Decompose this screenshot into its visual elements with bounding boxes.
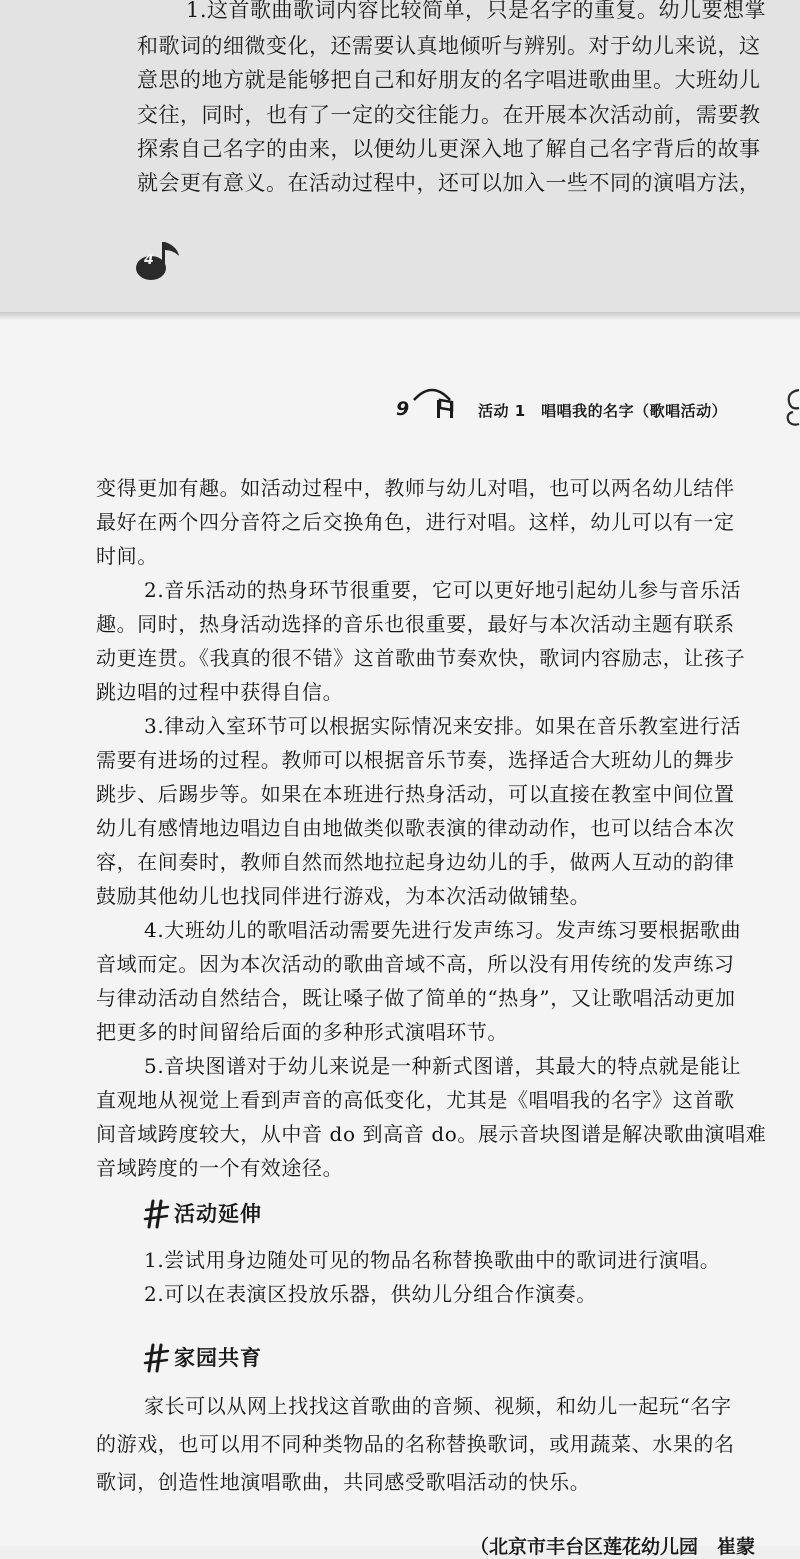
prev-text-line: 就会更有意义。在活动过程中，还可以加入一些不同的演唱方法，: [137, 171, 761, 195]
body-text-line: 直观地从视觉上看到声音的高低变化，尤其是《唱唱我的名字》这首歌: [96, 1088, 735, 1112]
current-page: [0, 320, 800, 1558]
body-text-line: 3.律动入室环节可以根据实际情况来安排。如果在音乐教室进行活: [144, 714, 742, 738]
author-credit: （北京市丰台区莲花幼儿园 崔蒙: [470, 1536, 756, 1558]
body-text-line: 动更连贯。《我真的很不错》这首歌曲节奏欢快，歌词内容励志，让孩子: [96, 646, 746, 670]
body-text-line: 幼儿有感情地边唱边自由地做类似歌表演的律动动作，也可以结合本次: [96, 816, 735, 840]
prev-text-line: 探索自己名字的由来，以便幼儿更深入地了解自己名字背后的故事: [137, 137, 761, 161]
corner-ornament-icon: [783, 384, 800, 428]
body-text-line: 歌词，创造性地演唱歌曲，共同感受歌唱活动的快乐。: [96, 1470, 591, 1494]
body-text-line: 家长可以从网上找找这首歌曲的音频、视频，和幼儿一起玩“名字: [144, 1394, 732, 1418]
hash-mark-icon: [144, 1198, 170, 1230]
body-text-line: 需要有进场的过程。教师可以根据音乐节奏，选择适合大班幼儿的舞步: [96, 748, 735, 772]
flag-note-icon: [434, 398, 456, 420]
body-text-line: 音域而定。因为本次活动的歌曲音域不高，所以没有用传统的发声练习: [96, 952, 735, 976]
body-text-line: 最好在两个四分音符之后交换角色，进行对唱。这样，幼儿可以有一定: [96, 510, 735, 534]
body-text-line: 时间。: [96, 544, 158, 568]
body-text-line: 与律动活动自然结合，既让嗓子做了简单的“热身”，又让歌唱活动更加: [96, 986, 736, 1010]
extension-item: 2.可以在表演区投放乐器，供幼儿分组合作演奏。: [144, 1282, 597, 1306]
prev-text-line: 意思的地方就是能够把自己和好朋友的名字唱进歌曲里。大班幼儿: [137, 68, 761, 92]
hash-mark-icon: [144, 1342, 170, 1374]
section-title: 活动延伸: [174, 1202, 262, 1226]
body-text-line: 2.音乐活动的热身环节很重要，它可以更好地引起幼儿参与音乐活: [144, 578, 742, 602]
body-text-line: 5.音块图谱对于幼儿来说是一种新式图谱，其最大的特点就是能让: [144, 1054, 742, 1078]
body-text-line: 趣。同时，热身活动选择的音乐也很重要，最好与本次活动主题有联系: [96, 612, 735, 636]
prev-text-line: 1.这首歌曲歌词内容比较简单，只是名字的重复。幼儿要想掌: [186, 0, 767, 22]
body-text-line: 音域跨度的一个有效途径。: [96, 1156, 344, 1180]
body-text-line: 间音域跨度较大，从中音 do 到高音 do。展示音块图谱是解决歌曲演唱难: [96, 1122, 767, 1146]
body-text-line: 跳边唱的过程中获得自信。: [96, 680, 344, 704]
body-text-line: 鼓励其他幼儿也找同伴进行游戏，为本次活动做铺垫。: [96, 884, 591, 908]
section-title: 家园共育: [174, 1346, 262, 1370]
header-title: 活动 1 唱唱我的名字（歌唱活动）: [478, 402, 728, 420]
prev-text-line: 和歌词的细微变化，还需要认真地倾听与辨别。对于幼儿来说，这: [137, 34, 761, 58]
prev-page-number: 4: [144, 252, 154, 268]
page-gutter: [0, 312, 800, 320]
body-text-line: 把更多的时间留给后面的多种形式演唱环节。: [96, 1020, 508, 1044]
extension-item: 1.尝试用身边随处可见的物品名称替换歌曲中的歌词进行演唱。: [144, 1248, 721, 1272]
body-text-line: 4.大班幼儿的歌唱活动需要先进行发声练习。发声练习要根据歌曲: [144, 918, 742, 942]
body-text-line: 变得更加有趣。如活动过程中，教师与幼儿对唱，也可以两名幼儿结伴: [96, 476, 735, 500]
body-text-line: 跳步、后踢步等。如果在本班进行热身活动，可以直接在教室中间位置: [96, 782, 735, 806]
body-text-line: 的游戏，也可以用不同种类物品的名称替换歌词，或用蔬菜、水果的名: [96, 1432, 735, 1456]
previous-page: [0, 0, 800, 312]
page-number: 9: [396, 398, 410, 420]
music-note-icon: [135, 240, 177, 280]
body-text-line: 容，在间奏时，教师自然而然地拉起身边幼儿的手，做两人互动的韵律: [96, 850, 735, 874]
prev-text-line: 交往，同时，也有了一定的交往能力。在开展本次活动前，需要教: [137, 103, 761, 127]
